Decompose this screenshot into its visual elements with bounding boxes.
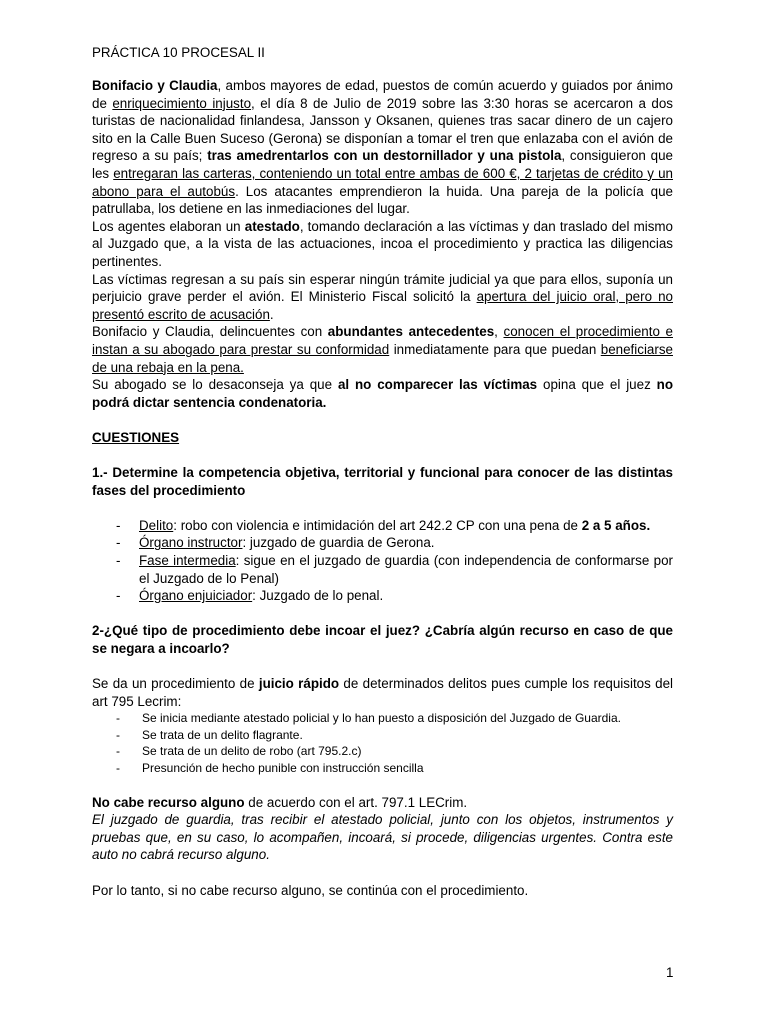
question-2-title: 2-¿Qué tipo de procedimiento debe incoar el juez? ¿Cabría algún recurso en caso de que se negara a incoarlo? <box>92 623 673 656</box>
page-number: 1 <box>666 965 674 980</box>
list-item: - Órgano enjuiciador: Juzgado de lo penal. <box>116 588 384 604</box>
intro-paragraph-1: Bonifacio y Claudia, ambos mayores de edad, puestos de común acuerdo y guiados por ánimo de enriquecimiento injusto, el día 8 de Julio de 2019 sobre las 3:30 horas se acercaron a dos turistas de nacionalidad finlandesa, Jansson y Oksanen, quienes tras sacar dinero de un cajero sito en la Calle Buen Suceso (Gerona) se disponían a tomar el tren que enlazaba con el avión de regreso a su país; tras amedrentarlos con un destornillador y una pistola, consiguieron que les entregaran las carteras, conteniendo un total entre ambas de 600 €, 2 tarjetas de crédito y un abono para el autobús. Los atacantes emprendieron la huida. Una pareja de la policía que patrullaba, los detiene en las inmediaciones del lugar. <box>92 78 674 217</box>
question-1-answer-list <box>92 517 673 605</box>
bold-phrase: abundantes antecedentes <box>327 324 495 340</box>
intro-paragraph-4: Bonifacio y Claudia, delincuentes con abundantes antecedentes, conocen el procedimiento e instan a su abogado para prestar su conformidad inmediatamente para que puedan beneficiarse de una rebaja en la pena. <box>92 324 673 375</box>
underlined-phrase: apertura del juicio oral, pero no presentó escrito de acusación <box>92 289 673 322</box>
intro-paragraph-3: Las víctimas regresan a su país sin esperar ningún trámite judicial ya que para ellos, suponía un perjuicio grave perder el avión. El Ministerio Fiscal solicitó la apertura del juicio oral, pero no presentó escrito de acusación. <box>92 271 673 322</box>
requisitos-list <box>92 710 673 776</box>
question-2-answer: Se da un procedimiento de juicio rápido de determinados delitos pues cumple los requisitos del art 795 Lecrim: <box>92 676 674 709</box>
conclusion: Por lo tanto, si no cabe recurso alguno, se continúa con el procedimiento. <box>92 882 529 898</box>
list-item: - Se trata de un delito de robo (art 795.2.c) <box>116 744 362 759</box>
bold-phrase: tras amedrentarlos con un destornillador y una pistola <box>207 148 562 164</box>
list-item: - Se trata de un delito flagrante. <box>116 727 303 742</box>
underlined-phrase: beneficiarse de una rebaja en la pena. <box>92 341 673 375</box>
underlined-phrase: entregaran las carteras, conteniendo un total entre ambas de 600 €, 2 tarjetas de crédito y un abono para el autobús <box>92 165 673 199</box>
intro-paragraph-2: Los agentes elaboran un atestado, tomando declaración a las víctimas y dan traslado del mismo al Juzgado que, a la vista de las actuaciones, incoa el procedimiento y practica las diligencias pertinentes. <box>92 218 673 269</box>
list-item: - Órgano instructor: juzgado de guardia de Gerona. <box>116 535 435 551</box>
bold-phrase: no podrá dictar sentencia condenatoria. <box>92 377 674 410</box>
underlined-phrase: enriquecimiento injusto <box>112 95 252 111</box>
document-body <box>92 77 673 899</box>
legal-quote: El juzgado de guardia, tras recibir el atestado policial, junto con los objetos, instrumentos y pruebas que, en su caso, lo acompañen, incoará, si procede, diligencias urgentes. Contra este auto no cabrá recurso alguno. <box>92 812 673 863</box>
bold-phrase: al no comparecer las víctimas <box>337 377 538 393</box>
underlined-phrase: conocen el procedimiento e instan a su abogado para prestar su conformidad <box>92 324 673 357</box>
intro-paragraph-5: Su abogado se lo desaconseja ya que al no comparecer las víctimas opina que el juez no podrá dictar sentencia condenatoria. <box>92 377 674 410</box>
list-item: - Fase intermedia: sigue en el juzgado de guardia (con independencia de conformarse por el Juzgado de lo Penal) <box>116 553 673 586</box>
page-header: PRÁCTICA 10 PROCESAL II <box>92 45 265 60</box>
bold-phrase: atestado <box>244 218 300 234</box>
question-1-title: 1.- Determine la competencia objetiva, territorial y funcional para conocer de las distintas fases del procedimiento <box>92 465 673 498</box>
recurso-statement: No cabe recurso alguno de acuerdo con el art. 797.1 LECrim. <box>92 794 468 810</box>
list-item: - Delito: robo con violencia e intimidación del art 242.2 CP con una pena de 2 a 5 años. <box>116 517 651 533</box>
list-item: - Se inicia mediante atestado policial y lo han puesto a disposición del Juzgado de Guardia. <box>116 711 621 726</box>
cuestiones-heading: CUESTIONES <box>92 429 180 445</box>
names-bold: Bonifacio y Claudia <box>92 78 218 93</box>
list-item: - Presunción de hecho punible con instrucción sencilla <box>116 760 424 775</box>
